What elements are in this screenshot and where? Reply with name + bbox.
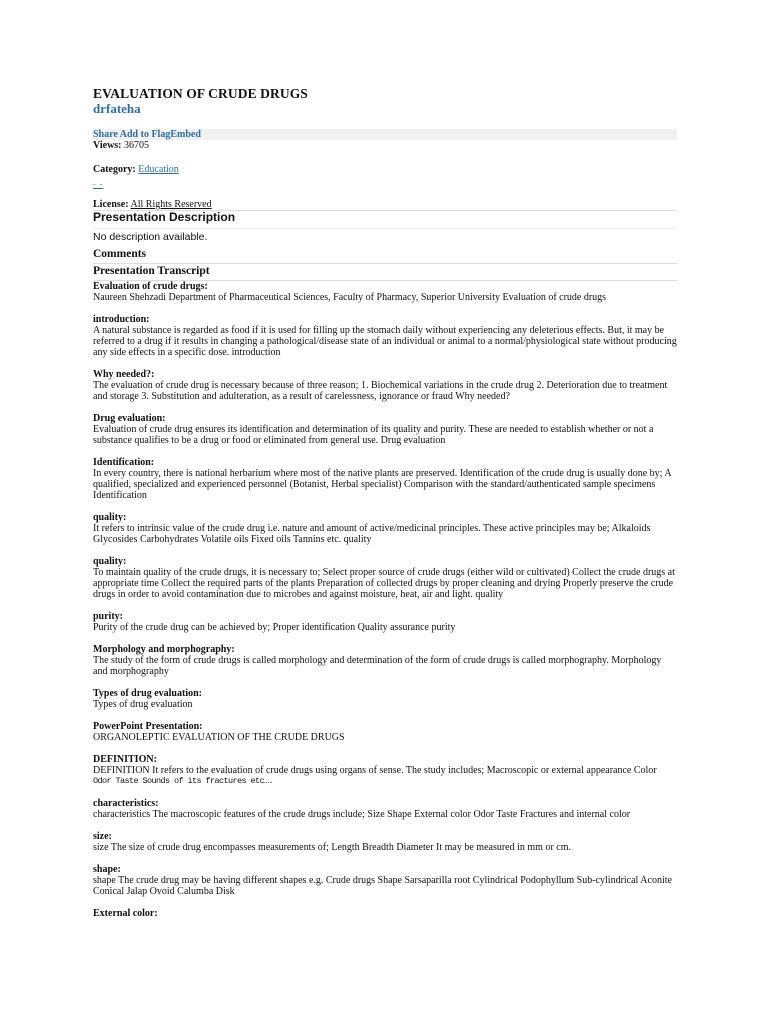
entry-text: Purity of the crude drug can be achieved by; Proper identification Quality assurance purity xyxy=(93,622,456,633)
presentation-description-heading: Presentation Description xyxy=(93,210,677,224)
transcript-entry xyxy=(93,721,677,743)
license-label: License: xyxy=(93,199,129,210)
entry-text: Naureen Shehzadi Department of Pharmaceutical Sciences, Faculty of Pharmacy, Superior University Evaluation of crude drugs xyxy=(93,292,607,303)
transcript-entry xyxy=(93,556,677,600)
transcript-entry xyxy=(93,908,677,919)
entry-text: To maintain quality of the crude drugs, it is necessary to; Select proper source of crude drugs (either wild or cultivated) Collect the crude drugs at appropriate time Collect the required parts of the plants Preparation of collected drugs by proper cleaning and drying Properly preserve the crude drugs in order to avoid contamination due to microbes and against moisture, heat, air and light. quality xyxy=(93,567,675,600)
entry-text: Types of drug evaluation xyxy=(93,699,193,710)
views-value: 36705 xyxy=(124,140,150,151)
transcript-entry xyxy=(93,611,677,633)
transcript-entry xyxy=(93,644,677,677)
transcript-entry xyxy=(93,457,677,501)
document-page xyxy=(93,86,677,930)
entry-text: ORGANOLEPTIC EVALUATION OF THE CRUDE DRUGS xyxy=(93,732,345,743)
share-actions-bar[interactable]: Share Add to FlagEmbed xyxy=(93,129,677,140)
category-link[interactable]: Education xyxy=(138,164,179,175)
entry-heading: Drug evaluation: xyxy=(93,413,166,424)
entry-heading: introduction: xyxy=(93,314,150,325)
entry-text: DEFINITION It refers to the evaluation of crude drugs using organs of sense. The study includes; Macroscopic or external appearance Color xyxy=(93,765,657,776)
entry-text: characteristics The macroscopic features of the crude drugs include; Size Shape External color Odor Taste Fractures and internal color xyxy=(93,809,631,820)
entry-heading: Identification: xyxy=(93,457,155,468)
transcript-entry xyxy=(93,831,677,853)
entry-heading: DEFINITION: xyxy=(93,754,157,765)
entry-heading: purity: xyxy=(93,611,123,622)
views-count xyxy=(93,140,677,151)
license-value[interactable]: All Rights Reserved xyxy=(130,199,212,210)
page-title: EVALUATION OF CRUDE DRUGS xyxy=(93,86,308,101)
entry-heading: Evaluation of crude drugs: xyxy=(93,281,208,292)
entry-heading: characteristics: xyxy=(93,798,159,809)
entry-text: Evaluation of crude drug ensures its identification and determination of its quality and purity. These are needed to establish whether or not a substance qualifies to be a drug or food or eliminated from general use. Drug evaluation xyxy=(93,424,654,446)
transcript-entry xyxy=(93,688,677,710)
entry-heading: External color: xyxy=(93,908,158,919)
license xyxy=(93,199,677,210)
category xyxy=(93,164,677,175)
entry-text: It refers to intrinsic value of the crude drug i.e. nature and amount of active/medicinal principles. These active principles may be; Alkaloids Glycosides Carbohydrates Volatile oils Fixed oils Tannins etc. quality xyxy=(93,523,651,545)
entry-heading: Types of drug evaluation: xyxy=(93,688,202,699)
transcript-entry xyxy=(93,369,677,402)
transcript-entry xyxy=(93,798,677,820)
entry-text: In every country, there is national herbarium where most of the native plants are preserved. Identification of the crude drug is usually done by; A qualified, specialized and experienced personnel (Botanist, Herbal specialist) Comparison with the standard/authenticated sample specimens Identification xyxy=(93,468,672,501)
entry-text: size The size of crude drug encompasses measurements of; Length Breadth Diameter It may be measured in mm or cm. xyxy=(93,842,571,853)
entry-heading: size: xyxy=(93,831,112,842)
entry-heading: Why needed?: xyxy=(93,369,155,380)
entry-text: A natural substance is regarded as food if it is used for filling up the stomach daily without experiencing any deleterious effects. But, it may be referred to a drug if it results in changing a pathological/disease state of an individual or animal to a normal/physiological state without producing any side effects in a specific dose. introduction xyxy=(93,325,677,358)
views-label: Views: xyxy=(93,140,122,151)
entry-heading: PowerPoint Presentation: xyxy=(93,721,203,732)
entry-heading: quality: xyxy=(93,512,127,523)
entry-text: The evaluation of crude drug is necessary because of three reason; 1. Biochemical variations in the crude drug 2. Deterioration due to treatment and storage 3. Substitution and adulteration, as a result of carelessness, ignorance or fraud Why needed? xyxy=(93,380,668,402)
transcript-list xyxy=(93,280,677,919)
transcript-entry xyxy=(93,864,677,897)
comments-heading: Comments xyxy=(93,248,147,260)
entry-heading: quality: xyxy=(93,556,127,567)
transcript-entry xyxy=(93,281,677,303)
separator-links[interactable]: - - xyxy=(93,180,104,189)
transcript-entry xyxy=(93,413,677,446)
entry-heading: Morphology and morphography: xyxy=(93,644,235,655)
transcript-entry xyxy=(93,512,677,545)
no-description-text: No description available. xyxy=(93,228,677,243)
category-label: Category: xyxy=(93,164,136,175)
author-link[interactable]: drfateha xyxy=(93,101,141,116)
transcript-entry xyxy=(93,314,677,358)
entry-text: The study of the form of crude drugs is called morphology and determination of the form of crude drugs is called morphography. Morphology and morphography xyxy=(93,655,662,677)
entry-text-continued: Odor Taste Sounds of its fractures etc…. xyxy=(93,776,274,786)
entry-heading: shape: xyxy=(93,864,121,875)
transcript-heading: Presentation Transcript xyxy=(93,263,677,278)
entry-text: shape The crude drug may be having different shapes e.g. Crude drugs Shape Sarsaparilla root Cylindrical Podophyllum Sub-cylindrical Aconite Conical Jalap Ovoid Calumba Disk xyxy=(93,875,672,897)
transcript-entry xyxy=(93,754,677,787)
